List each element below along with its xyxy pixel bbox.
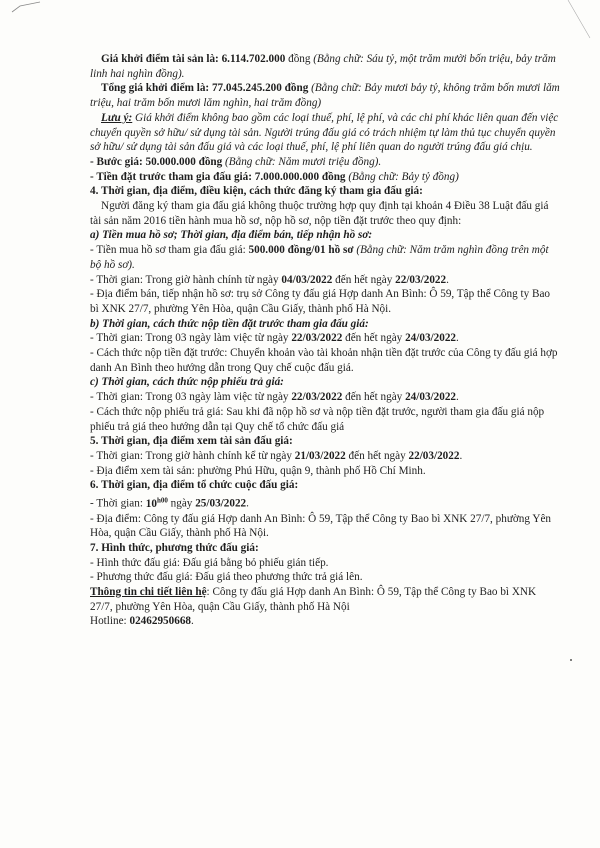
viewing-place: - Địa điểm xem tài sản: phường Phú Hữu, quận 9, thành phố Hồ Chí Minh.: [90, 464, 426, 477]
deposit-time: - Thời gian: Trong 03 ngày làm việc từ ngày 22/03/2022 đến hết ngày 24/03/2022.: [90, 332, 459, 345]
hotline: Hotline: 02462950668.: [90, 615, 194, 628]
section-4a-title: a) Tiền mua hồ sơ; Thời gian, địa điểm bán, tiếp nhận hồ sơ:: [90, 229, 373, 242]
section-7-title: 7. Hình thức, phương thức đấu giá:: [90, 541, 259, 554]
auction-place: - Địa điểm: Công ty đấu giá Hợp danh An Bình: Ô 59, Tập thể Công ty Bao bì XNK 27/7, phường Yên Hòa, quận Cầu Giấy, thành phố Hà Nội.: [90, 512, 552, 540]
section-4-title: 4. Thời gian, địa điểm, điều kiện, cách thức đăng ký tham gia đấu giá:: [90, 185, 423, 198]
dossier-fee: - Tiền mua hồ sơ tham gia đấu giá: 500.000 đồng/01 hồ sơ (Bằng chữ: Năm trăm nghìn đồng trên một bộ hồ sơ).: [90, 244, 549, 271]
deposit: - Tiền đặt trước tham gia đấu giá: 7.000.000.000 đồng (Bằng chữ: Bảy tỷ đồng): [90, 170, 459, 183]
note-paragraph: Lưu ý: Giá khởi điểm không bao gồm các loại thuế, phí, lệ phí, và các chi phí khác liên quan đến việc chuyển quyền sở hữu/ sử dụng tài sản. Người trúng đấu giá có trách nhiệm tự làm thủ tục chuyển quyền sở hữu/ sử dụng tài sản đấu giá và các loại thuế, phí, lệ phí liên quan do người trúng đấu giá chịu.: [90, 111, 559, 154]
viewing-time: - Thời gian: Trong giờ hành chính kể từ ngày 21/03/2022 đến hết ngày 22/03/2022.: [90, 449, 463, 462]
dossier-place: - Địa điểm bán, tiếp nhận hồ sơ: trụ sở Công ty đấu giá Hợp danh An Bình: Ô 59, Tập thể Công ty Bao bì XNK 27/7, phường Yên Hòa, quận Cầu Giấy, thành phố Hà Nội.: [90, 288, 551, 315]
scan-corner-mark: [10, 0, 42, 14]
section-5-title: 5. Thời gian, địa điểm xem tài sản đấu giá:: [90, 435, 293, 448]
asset-start-price: Giá khởi điểm tài sản là: 6.114.702.000 đồng (Bằng chữ: Sáu tỷ, một trăm mười bốn triệu, bảy trăm linh hai nghìn đồng).: [90, 53, 556, 80]
total-start-price: Tổng giá khởi điểm là: 77.045.245.200 đồng (Bằng chữ: Bảy mươi bảy tỷ, không trăm bốn mươi lăm triệu, hai trăm bốn mươi lăm nghìn, hai trăm đồng): [90, 82, 560, 110]
document-body: [90, 52, 560, 629]
auction-time: - Thời gian: $10^{h00}$ ngày 25/03/2022.: [90, 496, 249, 510]
section-6-title: 6. Thời gian, địa điểm tổ chức cuộc đấu giá:: [90, 479, 299, 492]
bid-step: - Bước giá: 50.000.000 đồng (Bằng chữ: Năm mươi triệu đồng).: [90, 155, 382, 168]
auction-method: - Phương thức đấu giá: Đấu giá theo phương thức trả giá lên.: [90, 571, 363, 584]
deposit-method: - Cách thức nộp tiền đặt trước: Chuyển khoản vào tài khoản nhận tiền đặt trước của Công ty đấu giá hợp danh An Bình theo hướng dẫn trong Quy chế cuộc đấu giá.: [90, 347, 558, 374]
bid-slip-time: - Thời gian: Trong 03 ngày làm việc từ ngày 22/03/2022 đến hết ngày 24/03/2022.: [90, 391, 459, 404]
section-4b-title: b) Thời gian, cách thức nộp tiền đặt trước tham gia đấu giá:: [90, 317, 369, 330]
section-4c-title: c) Thời gian, cách thức nộp phiếu trả giá:: [90, 376, 284, 389]
bid-slip-method: - Cách thức nộp phiếu trả giá: Sau khi đã nộp hồ sơ và nộp tiền đặt trước, người tham gia đấu giá nộp phiếu trả giá theo hướng dẫn tại Quy chế tổ chức đấu giá: [90, 405, 545, 433]
section-4-intro: Người đăng ký tham gia đấu giá không thuộc trường hợp quy định tại khoản 4 Điều 38 Luật đấu giá tài sản năm 2016 tiền hành mua hồ sơ, nộp hồ sơ, nộp tiền đặt trước theo quy định:: [90, 200, 549, 227]
contact-info: Thông tin chi tiết liên hệ: Công ty đấu giá Hợp danh An Bình: Ô 59, Tập thể Công ty Bao bì XNK 27/7, phường Yên Hòa, quận Cầu Giấy, thành phố Hà Nội: [90, 586, 537, 613]
dossier-time: - Thời gian: Trong giờ hành chính từ ngày 04/03/2022 đến hết ngày 22/03/2022.: [90, 273, 449, 286]
scan-speck: [570, 659, 572, 661]
auction-form: - Hình thức đấu giá: Đấu giá bằng bỏ phiếu gián tiếp.: [90, 556, 329, 569]
scan-edge-mark: [564, 0, 594, 40]
